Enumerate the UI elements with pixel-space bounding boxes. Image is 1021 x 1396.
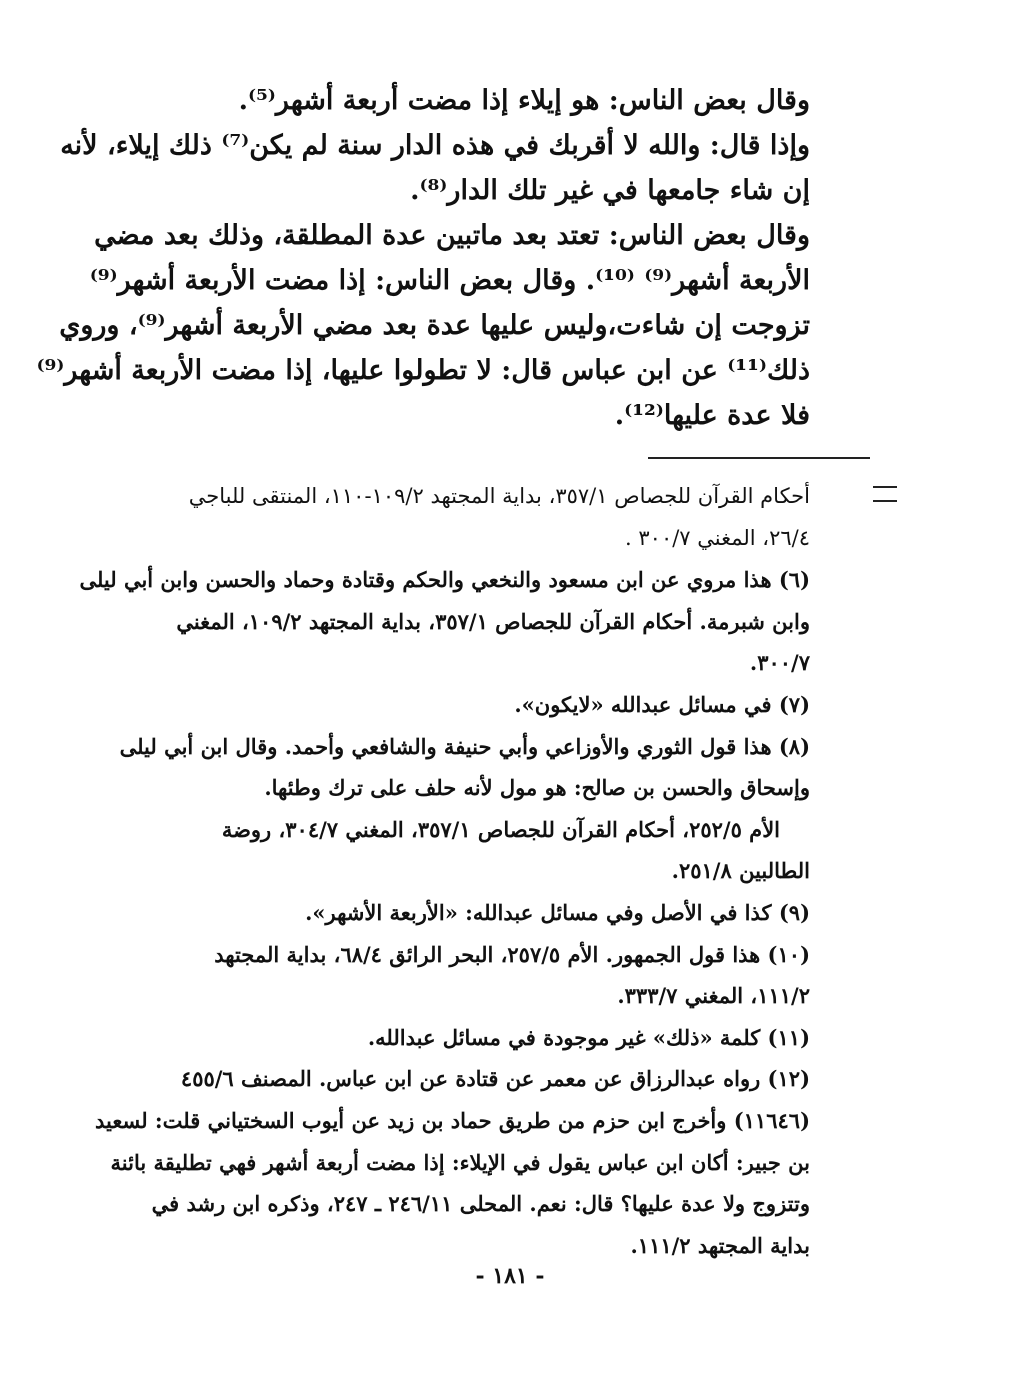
text-line: فلا عدة عليها⁽¹²⁾. xyxy=(614,400,810,431)
footnote-line: (١١) كلمة «ذلك» غير موجودة في مسائل عبدالله. xyxy=(367,1024,810,1050)
footnote-line: بن جبير: أكان ابن عباس يقول في الإيلاء: إذا مضت أربعة أشهر فهي تطليقة بائنة xyxy=(110,1149,810,1175)
text-line: وقال بعض الناس: تعتد بعد ماتبين عدة المطلقة، وذلك بعد مضي xyxy=(94,220,810,251)
text-line: وإذا قال: والله لا أقربك في هذه الدار سنة لم يكن⁽⁷⁾ ذلك إيلاء، لأنه xyxy=(60,130,810,161)
footnote-line: وتتزوج ولا عدة عليها؟ قال: نعم. المحلى ٢٤٦/١١ ـ ٢٤٧، وذكره ابن رشد في xyxy=(151,1191,810,1217)
main-text xyxy=(36,78,810,438)
text-line: وقال بعض الناس: هو إيلاء إذا مضت أربعة أشهر⁽⁵⁾. xyxy=(238,85,810,116)
footnote-line: (١٢) رواه عبدالرزاق عن معمر عن قتادة عن ابن عباس. المصنف ٤٥٥/٦ xyxy=(180,1066,810,1092)
footnote-line: (٨) هذا قول الثوري والأوزاعي وأبي حنيفة والشافعي وأحمد. وقال ابن أبي ليلى xyxy=(119,733,810,759)
footnote-separator xyxy=(648,457,870,459)
footnote-line: (٧) في مسائل عبدالله «لايكون». xyxy=(514,691,810,717)
footnote-line: (١١٦٤٦) وأخرج ابن حزم من طريق حماد بن زيد عن أيوب السختياني قلت: لسعيد xyxy=(94,1107,810,1133)
text-line: إن شاء جامعها في غير تلك الدار⁽⁸⁾. xyxy=(410,175,810,206)
footnote-line: بداية المجتهد ١١١/٢. xyxy=(630,1232,810,1258)
footnote-line: الطالبين ٢٥١/٨. xyxy=(671,858,810,884)
footnote-line: وابن شبرمة. أحكام القرآن للجصاص ٣٥٧/١، بداية المجتهد ١٠٩/٢، المغني xyxy=(176,608,810,634)
page-number: - ١٨١ - xyxy=(475,1263,545,1289)
footnote-line: (٦) هذا مروي عن ابن مسعود والنخعي والحكم وقتادة وحماد والحسن وابن أبي ليلى xyxy=(79,567,810,593)
footnote-line: ٢٦/٤، المغني ٣٠٠/٧ . xyxy=(625,525,810,550)
footnote-line: الأم ٢٥٢/٥، أحكام القرآن للجصاص ٣٥٧/١، المغني ٣٠٤/٧، روضة xyxy=(221,816,780,842)
footnote-line: (١٠) هذا قول الجمهور. الأم ٢٥٧/٥، البحر الرائق ٦٨/٤، بداية المجتهد xyxy=(214,941,810,967)
footnote-line: ١١١/٢، المغني ٣٣٣/٧. xyxy=(617,983,810,1009)
text-line: الأربعة أشهر⁽⁹⁾ ⁽¹⁰⁾. وقال بعض الناس: إذا مضت الأربعة أشهر⁽⁹⁾ xyxy=(89,265,810,296)
footnote-line: وإسحاق والحسن بن صالح: هو مول لأنه حلف على ترك وطئها. xyxy=(264,775,810,801)
text-line: ذلك⁽¹¹⁾ عن ابن عباس قال: لا تطولوا عليها، إذا مضت الأربعة أشهر⁽⁹⁾ xyxy=(36,355,810,386)
footnote-line: (٩) كذا في الأصل وفي مسائل عبدالله: «الأربعة الأشهر». xyxy=(305,899,810,925)
footnotes xyxy=(79,476,810,1266)
footnote-line: أحكام القرآن للجصاص ٣٥٧/١، بداية المجتهد ١٠٩/٢-١١٠، المنتقى للباجي xyxy=(188,484,810,508)
continuation-mark xyxy=(873,486,897,502)
footnote-line: ٣٠٠/٧. xyxy=(749,650,810,676)
text-line: تزوجت إن شاءت،وليس عليها عدة بعد مضي الأربعة أشهر⁽⁹⁾، وروي xyxy=(59,310,810,341)
